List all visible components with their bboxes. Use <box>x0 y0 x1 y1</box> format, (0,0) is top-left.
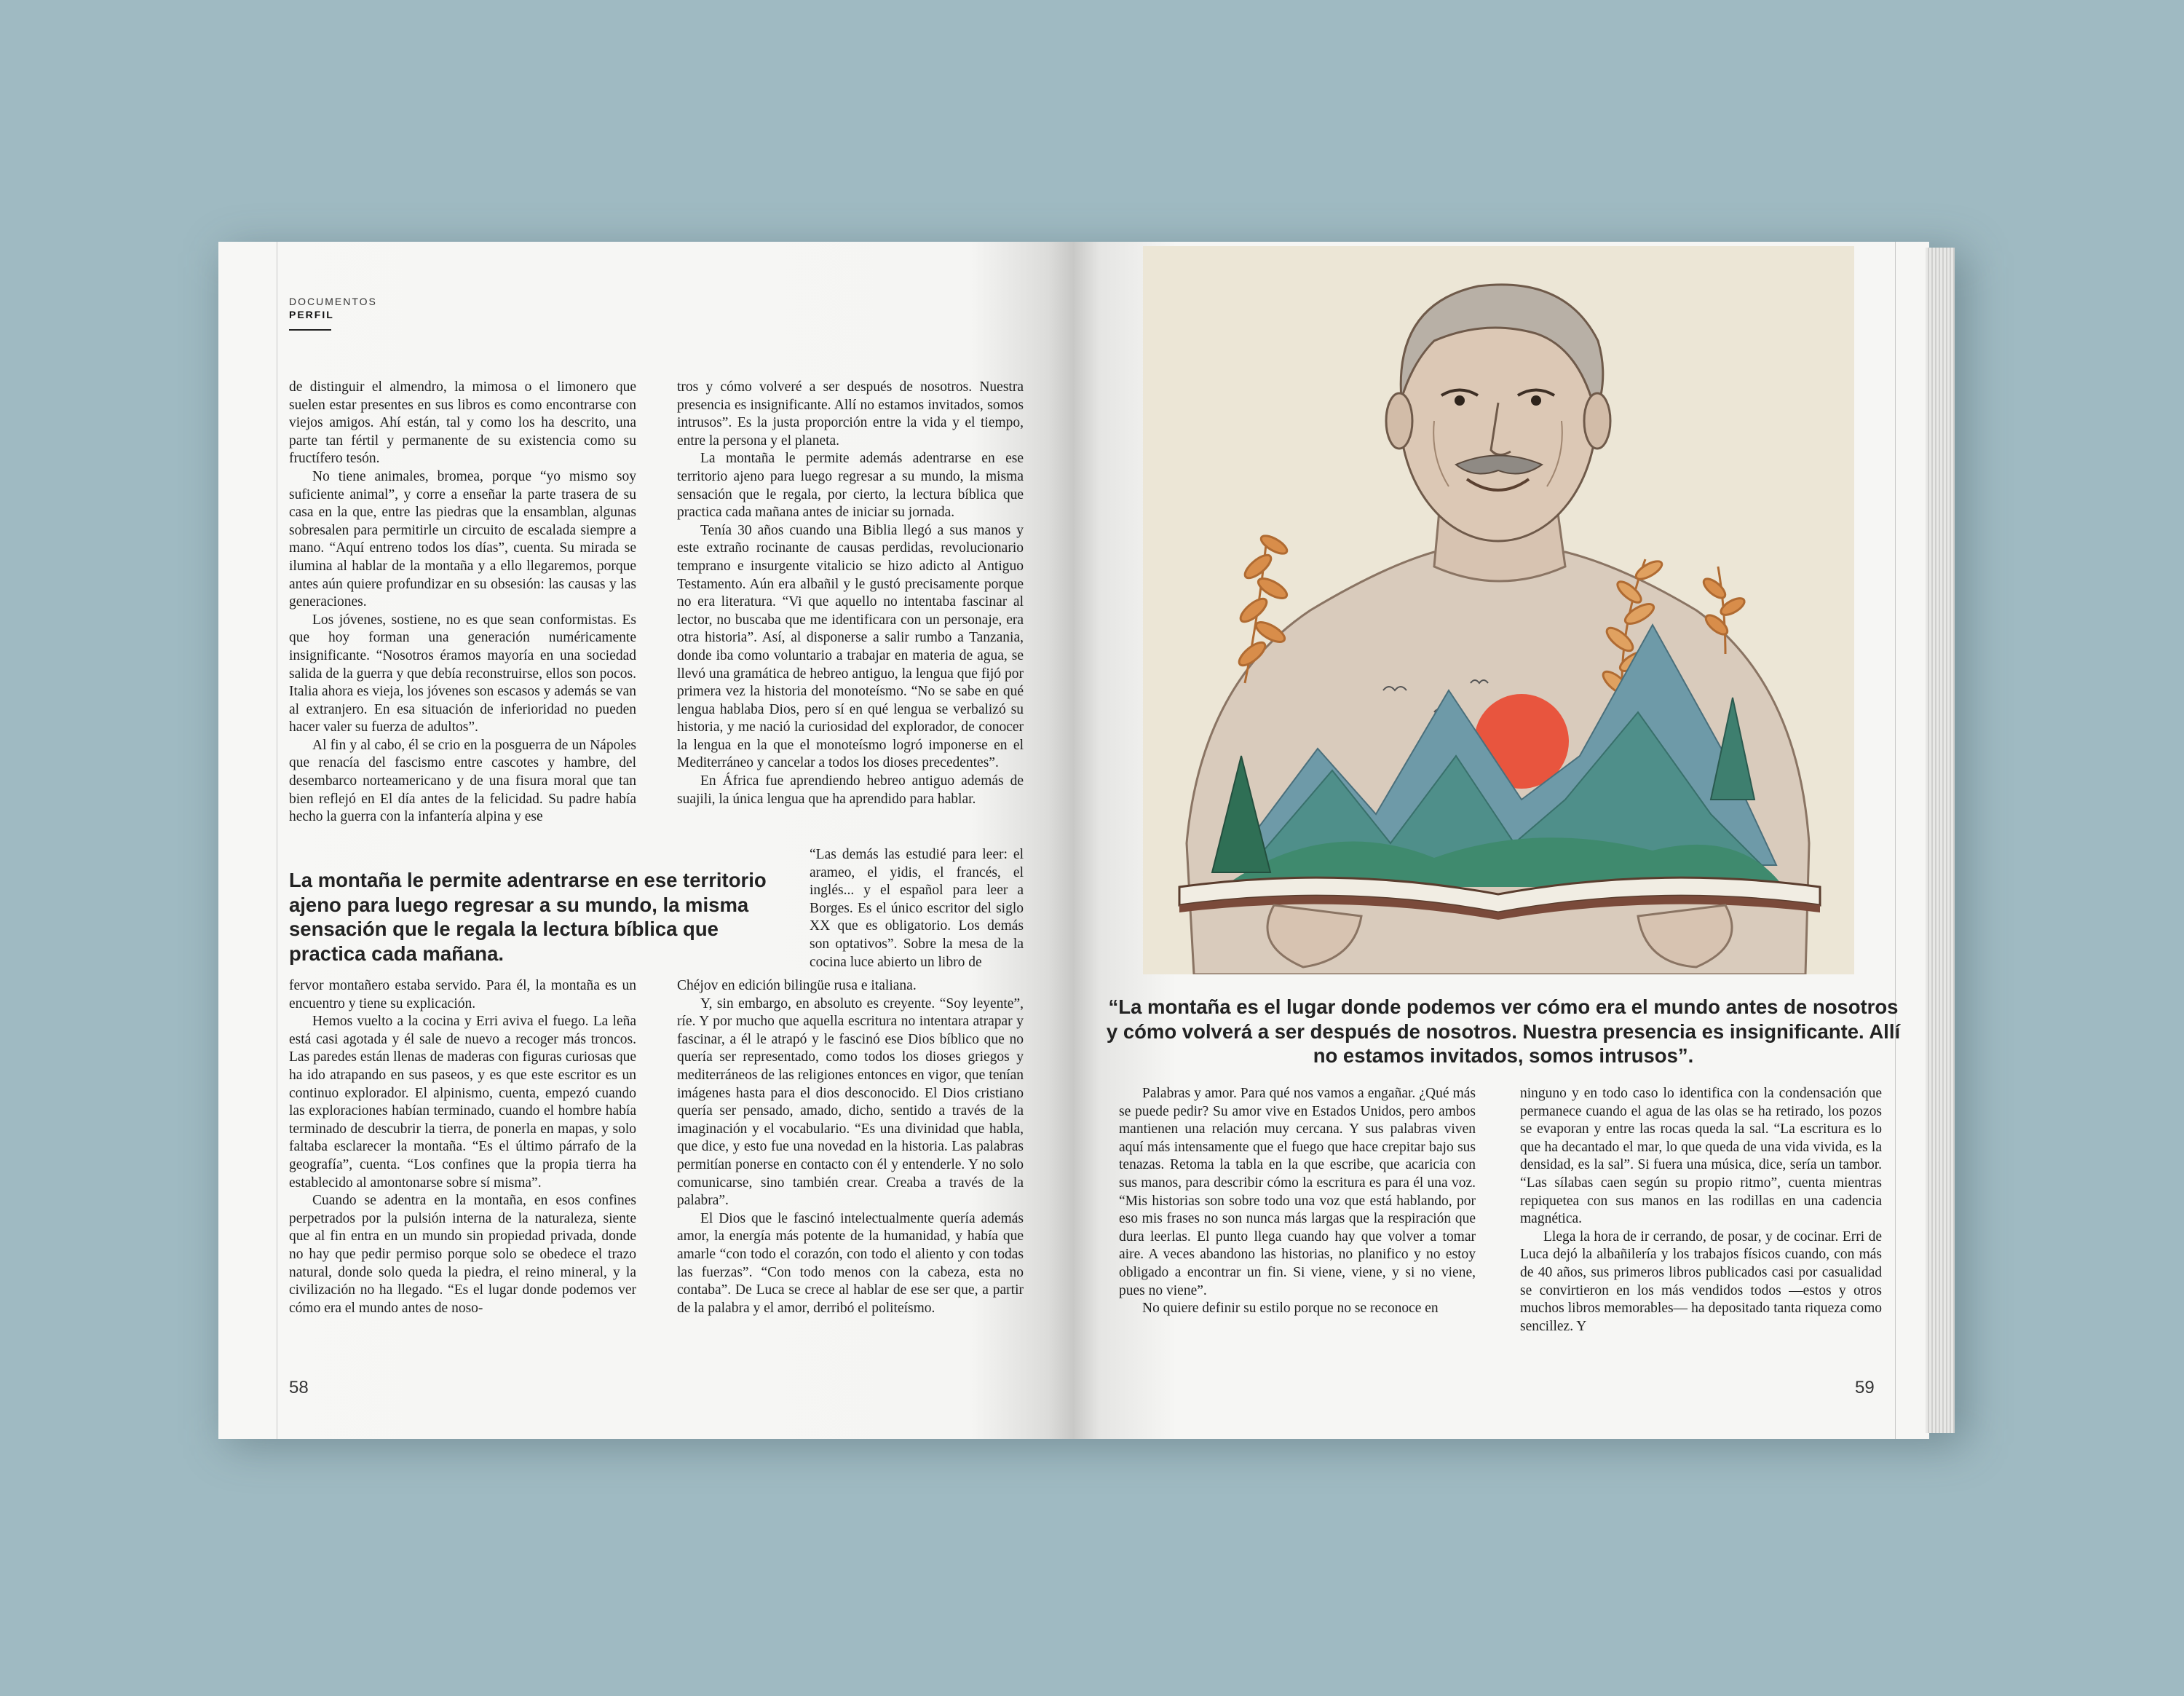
paragraph: Llega la hora de ir cerrando, de posar, y de cocinar. Erri de Luca dejó la albañilería y los trabajos físicos cuando, con más de 40 años, sus primeros libros publicados casi por casualidad se convirtieron en los más vendidos todos —estos y otros muchos libros memorables— ha depositado tanta riqueza como sencillez. Y <box>1520 1228 1882 1334</box>
right-col1 <box>1119 1085 1476 1318</box>
paragraph: “Las demás las estudié para leer: el arameo, el yidis, el francés, el inglés... y el español para leer a Borges. Es el único escritor del siglo XX que es obligatorio. Los demás son optativos”. Sobre la mesa de la cocina luce abierto un libro de <box>810 847 1024 970</box>
paragraph: Al fin y al cabo, él se crio en la posguerra de un Nápoles que renacía del fascismo entre cascotes y hambre, del desembarco norteamericano y de una fisura moral que tan bien reflejó en El día antes de la felicidad. Su padre había hecho la guerra con la infantería alpina y ese <box>289 737 636 825</box>
paragraph: Hemos vuelto a la cocina y Erri aviva el fuego. La leña está casi agotada y él sale de nuevo a recoger más troncos. Las paredes están llenas de maderas con figuras curiosas que ha ido atrapando en sus paseos, y es que este escritor es un continuo explorador. El alpinismo, cuenta, empezó cuando las exploraciones habían terminado, cuando el hombre había terminado de descubrir la tierra, de ponerla en mapas, y solo faltaba esclarecer la montaña. “Es el último párrafo de la geografía”, cuenta. “Los confines que la propia tierra ha establecido al amontonarse sobre sí misma”. <box>289 1014 636 1191</box>
subsection-label: PERFIL <box>289 309 334 320</box>
page-number-left: 58 <box>289 1378 309 1397</box>
portrait-illustration <box>1143 246 1854 974</box>
paragraph: Los jóvenes, sostiene, no es que sean conformistas. Es que hoy forman una generación numéricamente insignificante. “Nosotros éramos mayoría en una sociedad salida de la guerra y que debía reconstruirse, ellos son pocos. Italia ahora es vieja, los jóvenes son escasos y además se van al extranjero. En esa situación de inferioridad no pueden hacer valer su fuerza de adultos”. <box>289 612 636 735</box>
paragraph: ninguno y en todo caso lo identifica con la condensación que permanece cuando el agua de las olas se ha retirado, los pozos se evaporan y entre las rocas queda la sal. “La escritura es lo que ha decantado el mar, lo que queda de una vida vivida, es la densidad, es la sal”. Si fuera una música, dice, sería un tambor. “Las sílabas caen según su propio ritmo”, cuenta mientras repiquetea con sus manos en las rodillas en una cadencia magnética. <box>1520 1086 1882 1227</box>
paragraph: Cuando se adentra en la montaña, en esos confines perpetrados por la pulsión interna de la naturaleza, siente que al fin entra en un mundo sin propiedad privada, donde no hay que pedir permiso porque solo se obedece el trazo natural, donde solo queda la piedra, el reino mineral, y la civilización no ha llegado. “Es el lugar donde podemos ver cómo era el mundo antes de noso- <box>289 1193 636 1316</box>
section-label: DOCUMENTOS <box>289 296 377 307</box>
left-col2-wrap <box>810 846 1024 971</box>
paragraph: Chéjov en edición bilingüe rusa e italiana. <box>677 978 917 993</box>
left-col2-bottom <box>677 977 1024 1317</box>
page-edges <box>1926 248 1955 1433</box>
paragraph: Palabras y amor. Para qué nos vamos a engañar. ¿Qué más se puede pedir? Su amor vive en Estados Unidos, pero ambos mantienen una relación muy cercana. Y sus palabras viven aquí más intensamente que el fuego que hace crepitar bajo sus tenazas. Retoma la tabla en la que escribe, que acaricia con sus manos, para describir cómo la escritura es para él una voz. “Mis historias son sobre todo una voz que está hablando, por eso mis frases no son nunca más largas que la respiración que dura leerlas. El punto llega cuando hay que volver a tomar aire. A veces abandono las historias, no planifico y no estoy obligado a encontrar un fin. Si viene, viene, y si no viene, pues no viene”. <box>1119 1086 1476 1298</box>
page-number-right: 59 <box>1855 1378 1875 1397</box>
left-col1-bottom <box>289 977 636 1317</box>
paragraph: El Dios que le fascinó intelectualmente quería además amor, la energía más potente de la humanidad, y había que amarle “con todo el corazón, con todo el aliento y con todas las fuerzas”. “Con todo menos con la cabeza, esta no contaba”. De Luca se crece al hablar de ese ser que, a partir de la palabra y el amor, derribó el politeísmo. <box>677 1210 1024 1316</box>
paragraph: Y, sin embargo, en absoluto es creyente. “Soy leyente”, ríe. Y por mucho que aquella escritura no intentara atrapar y fascinar, a él le atrapó y le fascinó ese Dios bíblico que no quería ser representado, como todos los dioses griegos y mediterráneos de las religiones entonces en vigor, que tenían imágenes hasta para el dios desconocido. El Dios cristiano quería ser pensado, amado, dicho, sentido a través de la imaginación y el vocabulario. “Es una divinidad que habla, que dice, y esto fue una novedad en la historia. Las palabras permitían ponerse en contacto con él y entenderle. Y no solo comunicarse, sino también crear. Creaba a través de la palabra”. <box>677 995 1024 1209</box>
pull-quote-left: La montaña le permite adentrarse en ese territorio ajeno para luego regresar a su mundo, la misma sensación que le regala la lectura bíblica que practica cada mañana. <box>289 869 767 965</box>
left-col1-top <box>289 379 636 827</box>
right-margin-line <box>1895 242 1896 1439</box>
section-header <box>289 295 377 321</box>
pull-quote-right: “La montaña es el lugar donde podemos ver cómo era el mundo antes de nosotros y cómo volverá a ser después de nosotros. Nuestra presencia es insignificante. Allí no estamos invitados, somos intrusos”. <box>1106 995 1901 1067</box>
paragraph: de distinguir el almendro, la mimosa o el limonero que suelen estar presentes en sus libros es como encontrarse con viejos amigos. Ahí están, tal y como los ha descrito, una parte tan fértil y permanente de su existencia como su fructífero tesón. <box>289 379 636 467</box>
section-rule <box>289 329 331 331</box>
paragraph: tros y cómo volveré a ser después de nosotros. Nuestra presencia es insignificante. Allí no estamos invitados, somos intrusos”. Es la justa proporción entre la vida y el tiempo, entre la persona y el planeta. <box>677 379 1024 449</box>
paragraph: La montaña le permite además adentrarse en ese territorio ajeno para luego regresar a su mundo, la misma sensación que le regala, por cierto, la lectura bíblica que practica cada mañana antes de iniciar su jornada. <box>677 451 1024 521</box>
left-col2-top <box>677 379 1024 808</box>
paragraph: En África fue aprendiendo hebreo antiguo además de suajili, la única lengua que ha aprendido para hablar. <box>677 773 1024 807</box>
paragraph: Tenía 30 años cuando una Biblia llegó a sus manos y este extraño rocinante de causas perdidas, revolucionario temprano e insurgente vitalicio se hizo adicto al Antiguo Testamento. Aún era albañil y le gustó precisamente porque no era literatura. “Vi que aquello no intentaba fascinar al lector, no buscaba que me identificara con un personaje, era otra historia”. Así, al disponerse a salir rumbo a Tanzania, donde iba como voluntario a trabajar en materia de agua, se llevó una gramática de hebreo antiguo, la lengua que fijó por primera vez la historia del monoteísmo. “No se sabe en qué lengua hablaba Dios, pero sí en qué lengua se verbalizó su historia, y me nació la curiosidad del explorador, de conocer la lengua en la que el monoteísmo logró imponerse en el Mediterráneo y cancelar a todos los dioses precedentes”. <box>677 522 1024 771</box>
paragraph: fervor montañero estaba servido. Para él, la montaña es un encuentro y tiene su explicación. <box>289 978 636 1011</box>
paragraph: No tiene animales, bromea, porque “yo mismo soy suficiente animal”, y corre a enseñar la parte trasera de su casa en la que, entre las piedras que la ensamblan, algunas sobresalen para permitirle un circuito de escalada siempre a mano. “Aquí entreno todos los días”, cuenta. Su mirada se ilumina al hablar de la montaña y a ello llegaremos, porque antes aún quiere profundizar en su obsesión: las causas y las generaciones. <box>289 468 636 610</box>
paragraph: No quiere definir su estilo porque no se reconoce en <box>1142 1301 1439 1317</box>
right-col2 <box>1520 1085 1882 1336</box>
